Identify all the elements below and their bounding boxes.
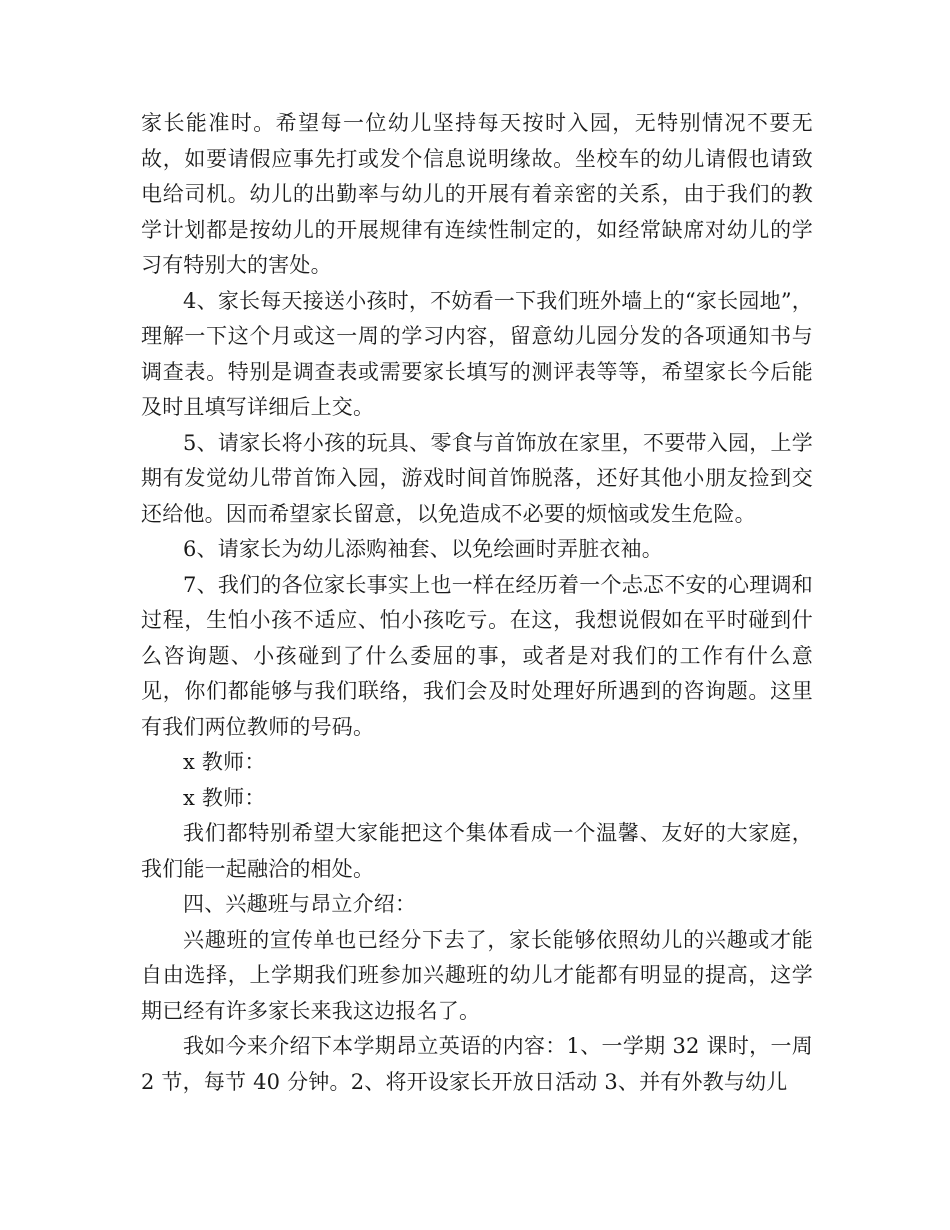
paragraph-family-wish: 我们都特别希望大家能把这个集体看成一个温馨、友好的大家庭，我们能一起融洽的相处。 <box>141 821 813 881</box>
teacher-contact-line-2: x 教师： <box>183 785 266 810</box>
paragraph-item-5-toys-and-jewelry: 5、请家长将小孩的玩具、零食与首饰放在家里，不要带入园，上学期有发觉幼儿带首饰入园，游戏时间首饰脱落，还好其他小朋友捡到交还给他。因而希望家长留意，以免造成不必要的烦恼或发生危险。 <box>141 430 813 526</box>
teacher-contact-line-1: x 教师： <box>183 750 266 774</box>
paragraph-item-4-parent-garden: 4、家长每天接送小孩时，不妨看一下我们班外墙上的“家长园地”，理解一下这个月或这一周的学习内容，留意幼儿园分发的各项通知书与调查表。特别是调查表或需要家长填写的测评表等等，希望家长今后能及时且填写详细后上交。 <box>141 288 813 419</box>
section-heading-interest-classes: 四、兴趣班与昂立介绍： <box>183 892 417 916</box>
document-page <box>141 106 813 1100</box>
paragraph-item-7-contact: 7、我们的各位家长事实上也一样在经历着一个忐忑不安的心理调和过程，生怕小孩不适应、怕小孩吃亏。在这，我想说假如在平时碰到什么咨询题、小孩碰到了什么委屈的事，或者是对我们的工作有什么意见，你们都能够与我们联络，我们会及时处理好所遇到的咨询题。这里有我们两位教师的号码。 <box>141 572 813 739</box>
paragraph-interest-classes: 兴趣班的宣传单也已经分下去了，家长能够依照幼儿的兴趣或才能自由选择，上学期我们班参加兴趣班的幼儿才能都有明显的提高，这学期已经有许多家长来我这边报名了。 <box>141 927 813 1023</box>
paragraph-attendance-continued: 家长能准时。希望每一位幼儿坚持每天按时入园，无特别情况不要无故，如要请假应事先打或发个信息说明缘故。坐校车的幼儿请假也请致电给司机。幼儿的出勤率与幼儿的开展有着亲密的关系，由于我们的教学计划都是按幼儿的开展规律有连续性制定的，如经常缺席对幼儿的学习有特别大的害处。 <box>141 111 813 277</box>
paragraph-item-6-sleeves: 6、请家长为幼儿添购袖套、以免绘画时弄脏衣袖。 <box>183 537 663 561</box>
paragraph-english-course: 我如今来介绍下本学期昂立英语的内容：1、一学期 32 课时，一周 2 节，每节 40 分钟。2、将开设家长开放日活动 3、并有外教与幼儿 <box>141 1034 813 1094</box>
